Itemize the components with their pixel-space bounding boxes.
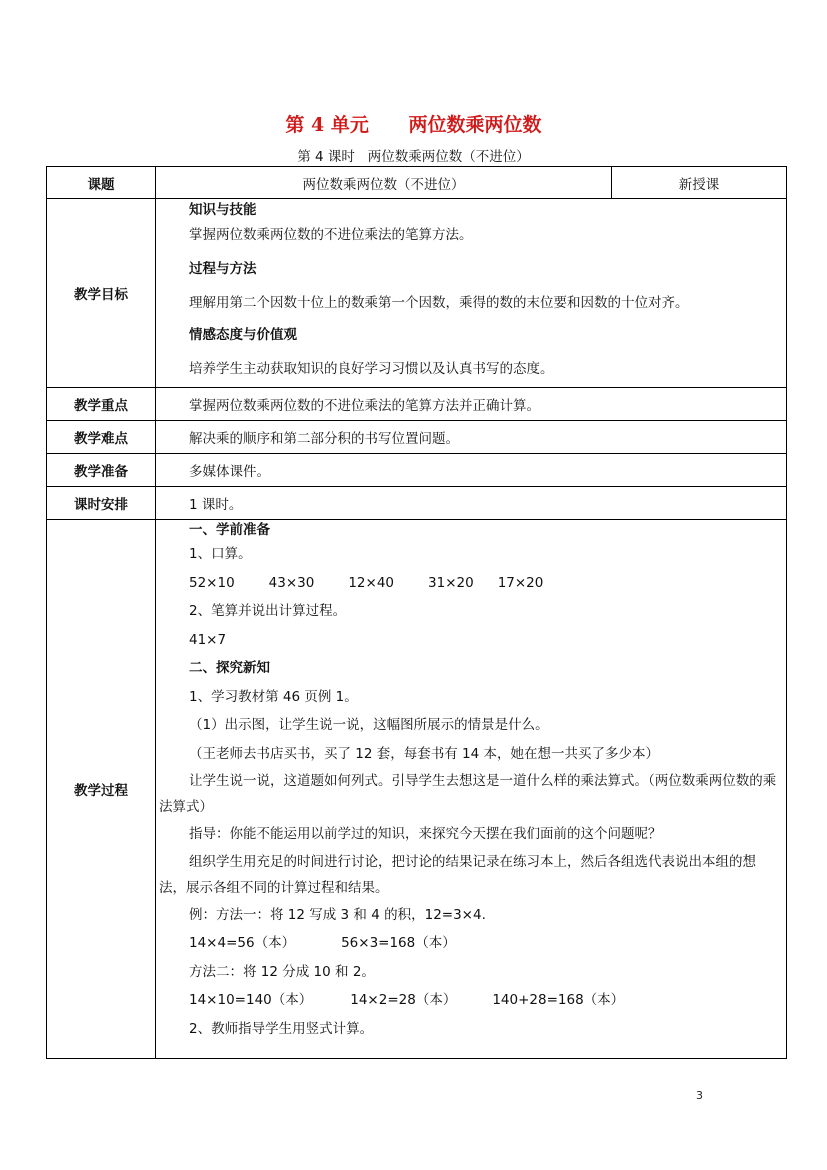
- section-heading-prep: 一、学前准备: [189, 522, 270, 538]
- method1-calc-row: [189, 929, 780, 958]
- schedule-text: 1 课时。: [156, 487, 787, 520]
- process-line: 例：方法一：将 12 写成 3 和 4 的积，12=3×4.: [189, 906, 486, 923]
- key-points-text: 掌握两位数乘两位数的不进位乘法的笔算方法并正确计算。: [156, 388, 787, 421]
- process-line: （王老师去书店买书，买了 12 套，每套书有 14 本，她在想一共买了多少本）: [189, 745, 660, 762]
- process-line: 1、口算。: [189, 546, 252, 562]
- mental-math-item: 17×20: [497, 574, 544, 591]
- preparation-label: 教学准备: [47, 454, 156, 487]
- process-content: [156, 520, 787, 1059]
- page-number: 3: [696, 1089, 703, 1102]
- topic-value: 两位数乘两位数（不进位）: [156, 167, 612, 199]
- table-row-preparation: [47, 454, 787, 487]
- topic-label: 课题: [47, 167, 156, 199]
- objective-text-1: 掌握两位数乘两位数的不进位乘法的笔算方法。: [189, 227, 473, 243]
- objective-text-2: 理解用第二个因数十位上的数乘第一个因数，乘得的数的末位要和因数的十位对齐。: [189, 295, 689, 311]
- mental-math-row: [189, 569, 780, 598]
- objective-heading-2: 过程与方法: [189, 261, 257, 277]
- objectives-content: [156, 199, 787, 388]
- lesson-plan-table: [46, 166, 787, 1059]
- preparation-text: 多媒体课件。: [156, 454, 787, 487]
- lesson-subtitle: 第 4 课时 两位数乘两位数（不进位）: [297, 149, 530, 165]
- method2-calc-row: [189, 986, 780, 1015]
- table-row-process: [47, 520, 787, 1059]
- objective-text-3: 培养学生主动获取知识的良好学习习惯以及认真书写的态度。: [189, 361, 554, 377]
- calc-item: 56×3=168（本）: [341, 935, 456, 951]
- table-row-objectives: [47, 199, 787, 388]
- process-paragraph: 让学生说一说，这道题如何列式。引导学生去想这是一道什么样的乘法算式。（两位数乘两位数的乘法算式）: [159, 773, 777, 815]
- objective-heading-1: 知识与技能: [189, 202, 257, 218]
- mental-math-item: 12×40: [348, 574, 395, 591]
- schedule-label: 课时安排: [47, 487, 156, 520]
- key-points-label: 教学重点: [47, 388, 156, 421]
- document-title: 第 4 单元 两位数乘两位数: [285, 114, 542, 136]
- process-line: 指导：你能不能运用以前学过的知识，来探究今天摆在我们面前的这个问题呢？: [189, 826, 662, 842]
- process-line: 1、学习教材第 46 页例 1。: [189, 688, 358, 705]
- mental-math-item: 52×10: [189, 574, 235, 591]
- lesson-type: 新授课: [612, 167, 787, 199]
- table-row-difficulties: [47, 421, 787, 454]
- calc-item: 140+28=168（本）: [492, 992, 625, 1008]
- difficulties-text: 解决乘的顺序和第二部分积的书写位置问题。: [156, 421, 787, 454]
- process-line: 41×7: [189, 631, 227, 648]
- process-line: 方法二：将 12 分成 10 和 2。: [189, 963, 375, 980]
- process-line: （1）出示图，让学生说一说，这幅图所展示的情景是什么。: [189, 717, 549, 733]
- difficulties-label: 教学难点: [47, 421, 156, 454]
- mental-math-item: 43×30: [268, 574, 315, 591]
- table-row-schedule: [47, 487, 787, 520]
- calc-item: 14×2=28（本）: [350, 992, 457, 1008]
- objective-heading-3: 情感态度与价值观: [189, 327, 297, 343]
- process-line: 2、笔算并说出计算过程。: [189, 603, 347, 619]
- mental-math-item: 31×20: [428, 574, 474, 591]
- calc-item: 14×10=140（本）: [189, 992, 313, 1008]
- objectives-label: 教学目标: [47, 199, 156, 388]
- process-label: 教学过程: [47, 520, 156, 1059]
- calc-item: 14×4=56（本）: [189, 935, 296, 951]
- process-paragraph: 组织学生用充足的时间进行讨论，把讨论的结果记录在练习本上，然后各组选代表说出本组的想法，展示各组不同的计算过程和结果。: [159, 853, 756, 896]
- section-heading-explore: 二、探究新知: [189, 660, 270, 676]
- process-line: 2、教师指导学生用竖式计算。: [189, 1020, 374, 1037]
- table-row-key-points: [47, 388, 787, 421]
- table-row-topic: [47, 167, 787, 199]
